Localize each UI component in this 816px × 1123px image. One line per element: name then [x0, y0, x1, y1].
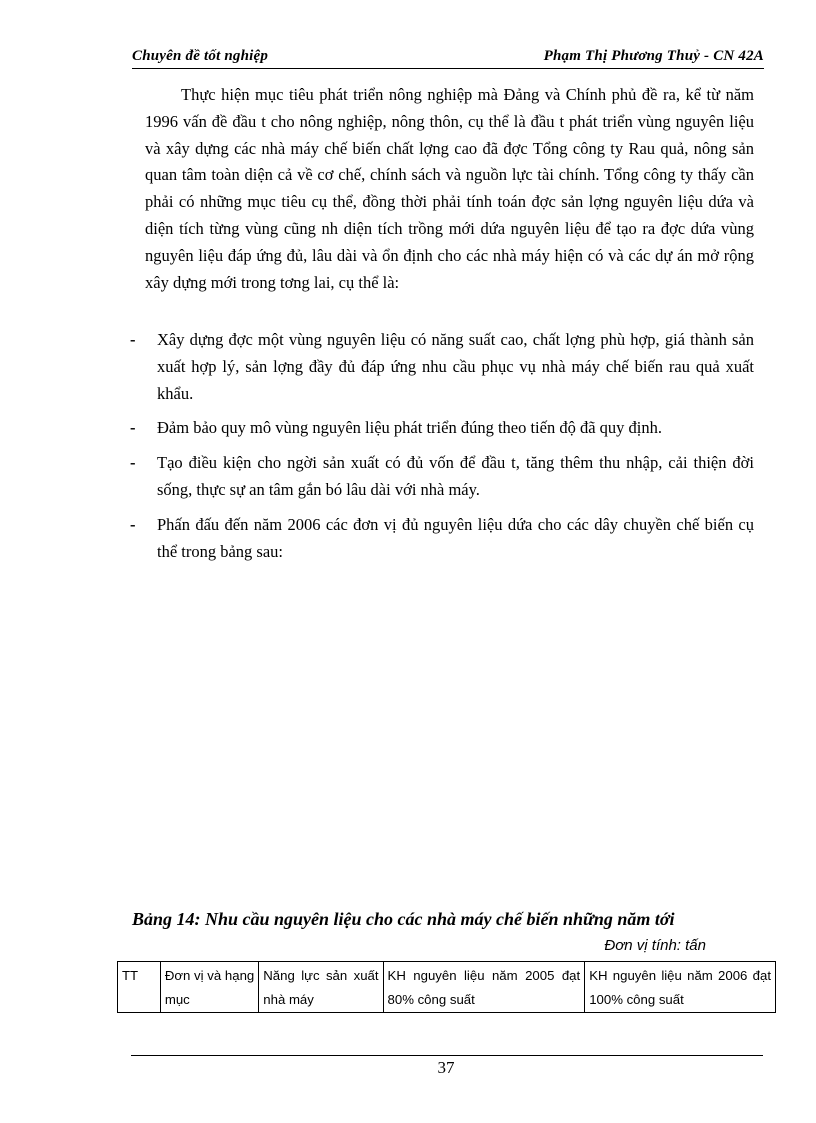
table-header-row [118, 962, 776, 1013]
list-item-text: Đảm bảo quy mô vùng nguyên liệu phát triển đúng theo tiến độ đã quy định. [157, 418, 662, 438]
page-header [132, 46, 764, 70]
list-item [130, 327, 754, 407]
bullet-mark: - [130, 514, 136, 534]
data-table [117, 961, 776, 1013]
footer-divider [131, 1055, 763, 1056]
intro-paragraph: Thực hiện mục tiêu phát triển nông nghiệp mà Đảng và Chính phủ đề ra, kể từ năm 1996 vấn đề đầu t cho nông nghiệp, nông thôn, cụ thể là đầu t phát triển vùng nguyên liệu và xây dựng các nhà máy chế biến chất lợng cao đã đợc Tổng công ty Rau quả, nông sản quan tâm toàn diện cả về cơ chế, chính sách và nguồn lực tài chính. Tổng công ty thấy cần phải có những mục tiêu cụ thể, đồng thời phải tính toán đợc sản lợng nguyên liệu dứa và diện tích từng vùng cũng nh diện tích trồng mới dứa nguyên liệu để tạo ra đợc dứa vùng nguyên liệu đáp ứng đủ, lâu dài và ổn định cho các nhà máy hiện có và các dự án mở rộng xây dựng mới trong tơng lai, cụ thể là: [145, 85, 754, 292]
header-cell-tt: TT [118, 962, 161, 1013]
table-unit: Đơn vị tính: tấn [604, 937, 706, 954]
list-item [130, 450, 754, 504]
bullet-mark: - [130, 418, 136, 438]
list-item-text: Tạo điều kiện cho ngời sản xuất có đủ vốn để đầu t, tăng thêm thu nhập, cải thiện đời sống, thực sự an tâm gắn bó lâu dài với nhà máy. [157, 453, 754, 499]
header-cell-plan-2005: KH nguyên liệu năm 2005 đạt 80% công suất [383, 962, 585, 1013]
body-text [145, 82, 754, 296]
list-item [130, 512, 754, 566]
header-divider [132, 68, 764, 69]
bullet-mark: - [130, 453, 136, 473]
bullet-list [130, 327, 754, 573]
bullet-mark: - [130, 330, 136, 349]
header-document-type: Chuyên đề tốt nghiệp [132, 48, 269, 64]
page-number: 37 [437, 1058, 455, 1077]
header-cell-plan-2006: KH nguyên liệu năm 2006 đạt 100% công suất [585, 962, 776, 1013]
list-item-text: Phấn đấu đến năm 2006 các đơn vị đủ nguyên liệu dứa cho các dây chuyền chế biến cụ thể trong bảng sau: [157, 514, 754, 561]
header-author: Phạm Thị Phương Thuỷ - CN 42A [543, 48, 764, 64]
list-item-text: Xây dựng đợc một vùng nguyên liệu có năng suất cao, chất lợng phù hợp, giá thành sản xuất hợp lý, sản lợng đầy đủ đáp ứng nhu cầu phục vụ nhà máy chế biến rau quả xuất khẩu. [157, 330, 754, 403]
header-cell-capacity: Năng lực sản xuất nhà máy [259, 962, 383, 1013]
header-cell-unit: Đơn vị và hạng mục [160, 962, 258, 1013]
list-item [130, 415, 754, 442]
table-title: Bảng 14: Nhu cầu nguyên liệu cho các nhà máy chế biến những năm tới [132, 909, 675, 929]
